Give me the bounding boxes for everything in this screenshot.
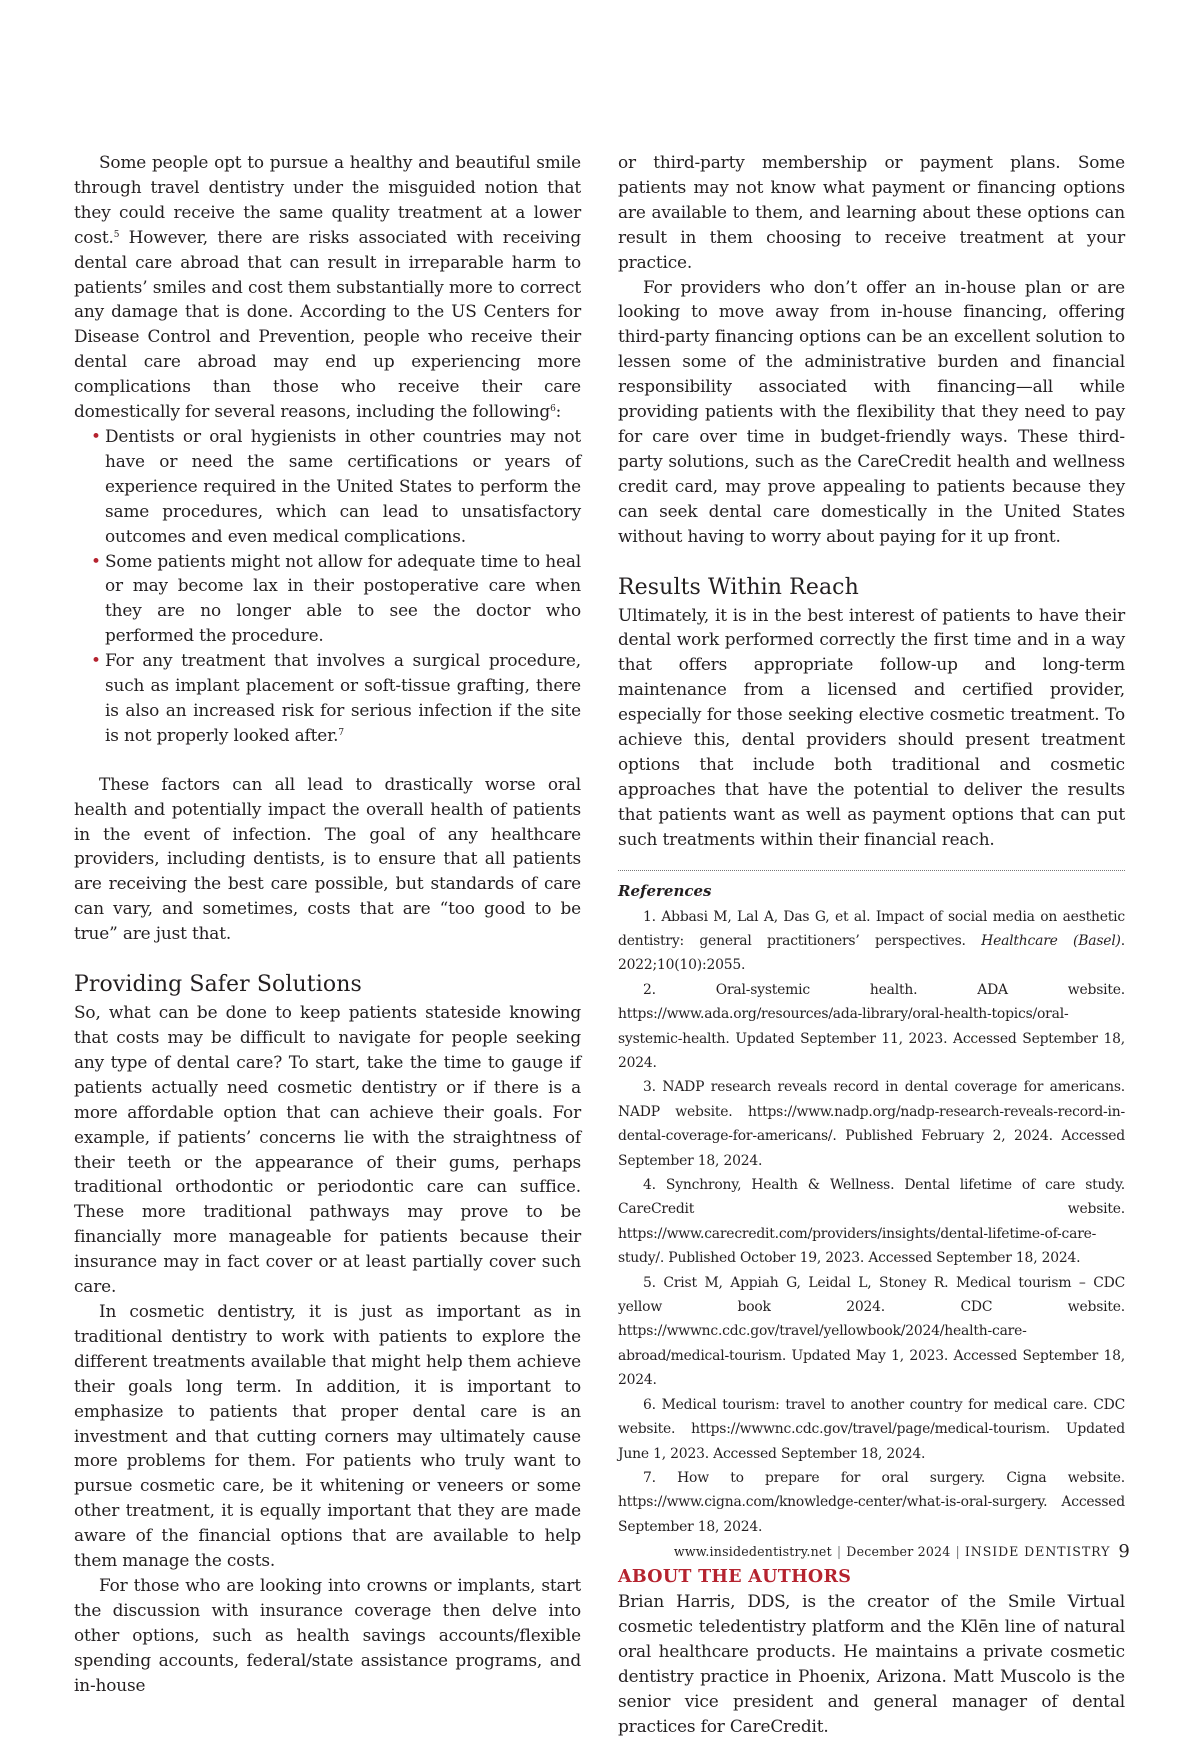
reference-item: 6. Medical tourism: travel to another country for medical care. CDC website. https://wwwnc.cdc.gov/travel/page/medical-tourism. Updated June 1, 2023. Accessed September 18, 2024. (618, 1396, 1125, 1462)
reference-item: 2. Oral-systemic health. ADA website. https://www.ada.org/resources/ada-library/oral-health-topics/oral-systemic-health. Updated September 11, 2023. Accessed September 18, 2024. (618, 981, 1125, 1071)
list-item: • Dentists or oral hygienists in other countries may not have or need the same certifications or years of experience required in the United States to perform the same procedures, which can lead to unsatisfactory outcomes and even medical complications. (91, 425, 581, 546)
list-item: • For any treatment that involves a surgical procedure, such as implant placement or soft-tissue grafting, there is also an increased risk for serious infection if the site is not properly looked after.$^7$ (91, 650, 581, 745)
reference-item: 5. Crist M, Appiah G, Leidal L, Stoney R. Medical tourism – CDC yellow book 2024. CDC website. https://wwwnc.cdc.gov/travel/yellowbook/2024/health-care-abroad/medical-tourism. Updated May 1, 2023. Accessed September 18, 2024. (618, 1274, 1125, 1389)
paragraph-crowns-implants: For those who are looking into crowns or implants, start the discussion with insurance coverage then delve into other options, such as health savings accounts/flexible spending accounts, federal/state assistance programs, and in-house (74, 1574, 581, 1695)
footer-url: www.insidedentistry.net (673, 1544, 832, 1559)
bullet-icon: • (91, 550, 101, 571)
paragraph-results: Ultimately, it is in the best interest of patients to have their dental work performed correctly the first time and in a way that offers appropriate follow-up and long-term maintenance from a licensed and certified provider, especially for those seeking elective cosmetic treatment. To achieve this, dental providers should present treatment options that include both traditional and cosmetic approaches that have the potential to deliver the results that patients want as well as payment options that can put such treatments within their financial reach. (618, 604, 1125, 849)
section-heading-results: Results Within Reach (618, 574, 859, 600)
footnote-ref: 6 (550, 404, 556, 415)
about-authors-heading: ABOUT THE AUTHORS (618, 1567, 852, 1588)
paragraph-factors: These factors can all lead to drastically worse oral health and potentially impact the overall health of patients in the event of infection. The goal of any healthcare providers, including dentists, is to ensure that all patients are receiving the best care possible, but standards of care can vary, and sometimes, costs that are “too good to be true” are just that. (74, 773, 581, 944)
footer-publication: INSIDE DENTISTRY (964, 1544, 1111, 1559)
reference-item: 1. Abbasi M, Lal A, Das G, et al. Impact of social media on aesthetic dentistry: general practitioners’ perspectives. Healthcare (Basel). 2022;10(10):2055. (618, 908, 1125, 974)
references-list (618, 905, 1125, 1540)
footer-separator: | (955, 1544, 960, 1559)
right-column (618, 150, 1125, 1739)
bullet-icon: • (91, 425, 101, 446)
left-column (74, 150, 581, 1697)
reference-item: 4. Synchrony, Health & Wellness. Dental lifetime of care study. CareCredit website. https://www.carecredit.com/providers/insights/dental-lifetime-of-care-study/. Published October 19, 2023. Accessed September 18, 2024. (618, 1177, 1125, 1267)
about-authors-text: Brian Harris, DDS, is the creator of the Smile Virtual cosmetic teledentistry platform and the Klēn line of natural oral healthcare products. He maintains a private cosmetic dentistry practice in Phoenix, Arizona. Matt Muscolo is the senior vice president and general manager of dental practices for CareCredit. (618, 1591, 1125, 1736)
paragraph-cosmetic-dentistry: In cosmetic dentistry, it is just as important as in traditional dentistry to work with patients to explore the different treatments available that might help them achieve their goals long term. In addition, it is important to emphasize to patients that proper dental care is an investment and that cutting corners may ultimately cause more problems for them. For patients who truly want to pursue cosmetic care, be it whitening or veneers or some other treatment, it is equally important that they are made aware of the financial options that are available to help them manage the costs. (74, 1300, 581, 1571)
reference-item: 7. How to prepare for oral surgery. Cigna website. https://www.cigna.com/knowledge-center/what-is-oral-surgery. Accessed September 18, 2024. (618, 1469, 1125, 1535)
page-footer (600, 1542, 1130, 1562)
paragraph-intro: Some people opt to pursue a healthy and beautiful smile through travel dentistry under the misguided notion that they could receive the same quality treatment at a lower cost.$^5$ However, there are risks associated with receiving dental care abroad that can result in irreparable harm to patients’ smiles and cost them substantially more to correct any damage that is done. According to the US Centers for Disease Control and Prevention, people who receive their dental care abroad may end up experiencing more complications than those who receive their care domestically for several reasons, including the following$^6$: (74, 152, 581, 422)
page-number: 9 (1118, 1541, 1130, 1562)
risk-bullet-list (74, 424, 581, 748)
references-heading: References (618, 881, 712, 900)
bullet-icon: • (91, 650, 101, 671)
paragraph-payment-plans: or third-party membership or payment plans. Some patients may not know what payment or financing options are available to them, and learning about these options can result in them choosing to receive treatment at your practice. (618, 152, 1125, 272)
footnote-ref: 5 (113, 229, 120, 240)
divider (618, 870, 1125, 871)
section-heading-safer-solutions: Providing Safer Solutions (74, 972, 362, 998)
list-item: • Some patients might not allow for adequate time to heal or may become lax in their postoperative care when they are no longer able to see the doctor who performed the procedure. (91, 550, 581, 646)
reference-item: 3. NADP research reveals record in dental coverage for americans. NADP website. https://www.nadp.org/nadp-research-reveals-record-in-dental-coverage-for-americans/. Published February 2, 2024. Accessed September 18, 2024. (618, 1079, 1125, 1169)
paragraph-third-party: For providers who don’t offer an in-house plan or are looking to move away from in-house financing, offering third-party financing options can be an excellent solution to lessen some of the administrative burden and financial responsibility associated with financing—all while providing patients with the flexibility that they need to pay for care over time in budget-friendly ways. These third-party solutions, such as the CareCredit health and wellness credit card, may prove appealing to patients because they can seek dental care domestically in the United States without having to worry about paying for it up front. (618, 276, 1125, 546)
footnote-ref: 7 (338, 727, 344, 738)
footer-separator: | (836, 1544, 842, 1559)
footer-date: December 2024 (846, 1544, 951, 1559)
paragraph-keep-stateside: So, what can be done to keep patients stateside knowing that costs may be difficult to navigate for people seeking any type of dental care? To start, take the time to gauge if patients actually need cosmetic dentistry or if there is a more affordable option that can achieve their goals. For example, if patients’ concerns lie with the straightness of their teeth or the appearance of their gums, perhaps traditional orthodontic or periodontic care can suffice. These more traditional pathways may prove to be financially more manageable for patients because their insurance may in fact cover or at least partially cover such care. (74, 1002, 581, 1297)
